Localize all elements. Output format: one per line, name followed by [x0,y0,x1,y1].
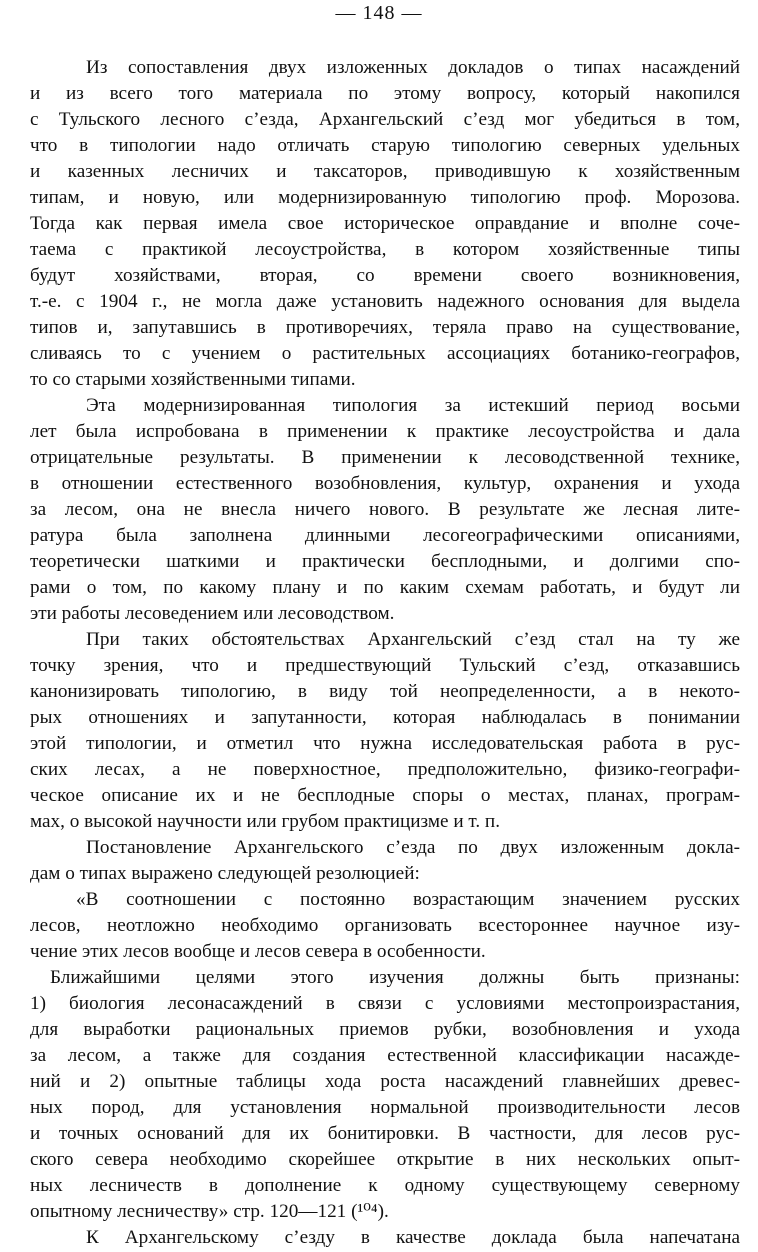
text-line: и точных оснований для их бонитировки. В частности, для лесов рус- [30,1123,740,1144]
text-line: типам, и новую, или модернизированную типологию проф. Морозова. [30,187,740,208]
text-line: ских лесах, а не поверхностное, предположительно, физико-географи- [30,759,740,780]
text-line: Постановление Архангельского с’езда по двух изложенным докла- [86,837,740,858]
text-line: ческое описание их и не бесплодные споры о местах, планах, програм- [30,785,740,806]
text-line: чение этих лесов вообще и лесов севера в особенности. [30,941,486,962]
text-line: для выработки рациональных приемов рубки, возобновления и ухода [30,1019,740,1040]
text-line: ского севера необходимо скорейшее открытие в них нескольких опыт- [30,1149,740,1170]
text-line: типов и, запутавшись в противоречиях, теряла право на существование, [30,317,740,338]
text-line: с Тульского лесного с’езда, Архангельский с’езд мог убедиться в том, [30,109,740,130]
text-line: При таких обстоятельствах Архангельский с’езд стал на ту же [86,629,740,650]
text-line: опытному лесничеству» стр. 120—121 (¹⁰⁴). [30,1201,389,1222]
text-line: этой типологии, и отметил что нужна исследовательская работа в рус- [30,733,740,754]
text-line: лесов, неотложно необходимо организовать всестороннее научное изу- [30,915,740,936]
text-line: дам о типах выражено следующей резолюцией: [30,863,420,884]
text-line: рами о том, по какому плану и по каким схемам работать, и будут ли [30,577,740,598]
text-line: и из всего того материала по этому вопросу, который накопился [30,83,740,104]
text-line: то со старыми хозяйственными типами. [30,369,356,390]
text-line: ратура была заполнена длинными лесогеографическими описаниями, [30,525,740,546]
text-line: ний и 2) опытные таблицы хода роста насаждений главнейших древес- [30,1071,740,1092]
text-line: Тогда как первая имела свое историческое оправдание и вполне соче- [30,213,740,234]
text-line: мах, о высокой научности или грубом практицизме и т. п. [30,811,500,832]
page-number: — 148 — [335,2,423,24]
text-line: сливаясь то с учением о растительных ассоциациях ботанико-географов, [30,343,740,364]
text-line: и казенных лесничих и таксаторов, приводившую к хозяйственным [30,161,740,182]
text-line: таема с практикой лесоустройства, в котором хозяйственные типы [30,239,740,260]
text-line: эти работы лесоведением или лесоводством. [30,603,395,624]
text-line: К Архангельскому с’езду в качестве доклада была напечатана [86,1227,740,1248]
text-line: Из сопоставления двух изложенных докладов о типах насаждений [86,57,740,78]
text-line: за лесом, она не внесла ничего нового. В результате же лесная лите- [30,499,740,520]
text-line: 1) биология лесонасаждений в связи с условиями местопроизрастания, [30,993,740,1014]
text-line: теоретически шаткими и практически бесплодными, и долгими спо- [30,551,740,572]
text-line: будут хозяйствами, вторая, со времени своего возникновения, [30,265,740,286]
text-line: лет была испробована в применении к практике лесоустройства и дала [30,421,740,442]
text-line: отрицательные результаты. В применении к лесоводственной технике, [30,447,740,468]
text-line: Эта модернизированная типология за истекший период восьми [86,395,740,416]
text-line: рых отношениях и запутанности, которая наблюдалась в понимании [30,707,740,728]
text-line: Ближайшими целями этого изучения должны быть признаны: [50,967,740,988]
text-line: ных лесничеств в дополнение к одному существующему северному [30,1175,740,1196]
text-line: что в типологии надо отличать старую типологию северных удельных [30,135,740,156]
text-line: т.-е. с 1904 г., не могла даже установить надежного основания для выдела [30,291,740,312]
text-line: канонизировать типологию, в виду той неопределенности, а в некото- [30,681,740,702]
text-line: в отношении естественного возобновления, культур, охранения и ухода [30,473,740,494]
text-line: точку зрения, что и предшествующий Тульский с’езд, отказавшись [30,655,740,676]
text-line: за лесом, а также для создания естественной классификации насажде- [30,1045,740,1066]
text-line: ных пород, для установления нормальной производительности лесов [30,1097,740,1118]
text-line: «В соотношении с постоянно возрастающим значением русских [76,889,740,910]
